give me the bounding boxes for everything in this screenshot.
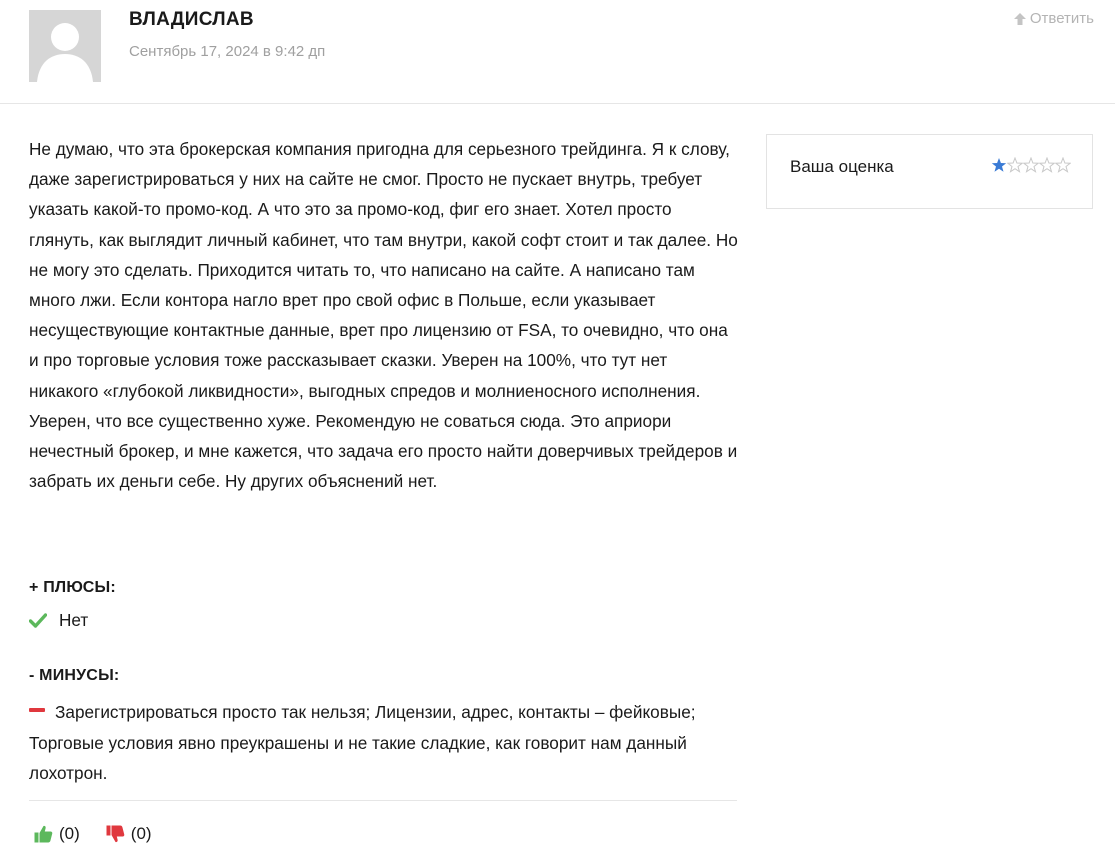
star-empty-icon[interactable] xyxy=(1039,157,1055,173)
cons-text: Зарегистрироваться просто так нельзя; Лицензии, адрес, контакты – фейковые; Торговые условия явно преукрашены и не такие сладкие, как говорит нам данный лохотрон. xyxy=(29,702,696,783)
star-rating[interactable] xyxy=(991,157,1071,173)
rating-label: Ваша оценка xyxy=(790,157,894,176)
star-empty-icon[interactable] xyxy=(1055,157,1071,173)
vote-bar xyxy=(34,824,152,844)
minus-icon xyxy=(29,708,45,712)
default-user-icon xyxy=(29,10,101,82)
reply-label: Ответить xyxy=(1029,10,1094,27)
like-count: (0) xyxy=(59,824,80,843)
star-empty-icon[interactable] xyxy=(1023,157,1039,173)
cons-item xyxy=(29,697,729,789)
cons-title: - МИНУСЫ: xyxy=(29,667,120,684)
star-filled-icon[interactable] xyxy=(991,157,1007,173)
dislike-count: (0) xyxy=(130,824,152,843)
comment-header xyxy=(0,0,1115,104)
check-icon xyxy=(29,613,47,628)
reply-button[interactable] xyxy=(1013,10,1094,27)
comment-date: Сентябрь 17, 2024 в 9:42 дп xyxy=(129,43,326,60)
divider xyxy=(29,800,737,801)
like-button[interactable] xyxy=(34,824,80,844)
dislike-button[interactable] xyxy=(106,824,152,844)
pros-text: Нет xyxy=(59,610,89,630)
rating-box xyxy=(766,134,1093,209)
author-name: ВЛАДИСЛАВ xyxy=(129,9,254,30)
thumbs-down-icon xyxy=(106,825,125,843)
comment-body: Не думаю, что эта брокерская компания пригодна для серьезного трейдинга. Я к слову, даже зарегистрироваться у них на сайте не смог. Просто не пускает внутрь, требует указать какой-то промо-код. А что это за промо-код, фиг его знает. Хотел просто глянуть, как выглядит личный кабинет, что там внутри, какой софт стоит и так далее. Но не могу это сделать. Приходится читать то, что написано на сайте. А написано там много лжи. Если контора нагло врет про свой офис в Польше, если указывает несуществующие контактные данные, врет про лицензию от FSA, то очевидно, что она и про торговые условия тоже рассказывает сказки. Уверен на 100%, что тут нет никакого «глубокой ликвидности», выгодных спредов и молниеносного исполнения. Уверен, что все существенно хуже. Рекомендую не соваться сюда. Это априори нечестный брокер, и мне кажется, что задача его просто найти доверчивых трейдеров и забрать их деньги себе. Ну других объяснений нет. xyxy=(29,139,738,492)
pros-item xyxy=(29,610,88,631)
pros-title: + ПЛЮСЫ: xyxy=(29,579,116,596)
avatar xyxy=(29,10,101,82)
star-empty-icon[interactable] xyxy=(1007,157,1023,173)
arrow-up-icon xyxy=(1013,12,1027,26)
thumbs-up-icon xyxy=(34,825,53,843)
